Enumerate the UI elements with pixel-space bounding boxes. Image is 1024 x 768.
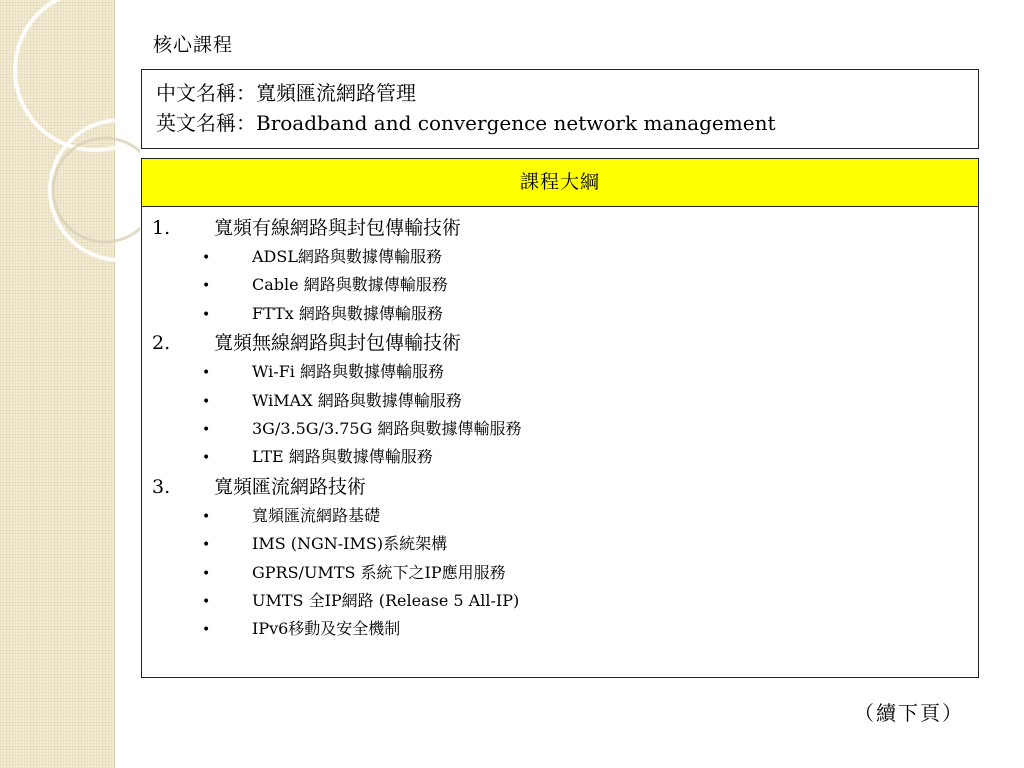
outline-bullet: • WiMAX 網路與數據傳輸服務 (152, 387, 978, 415)
bullet-dot-icon: • (202, 306, 211, 323)
course-name-box (141, 69, 979, 149)
outline-bullet: • LTE 網路與數據傳輸服務 (152, 443, 978, 471)
bullet-dot-icon: • (202, 421, 211, 438)
section-number: 3. (152, 475, 171, 498)
outline-section (152, 213, 978, 243)
section-title: 寬頻匯流網路技術 (214, 475, 367, 498)
bullet-dot-icon: • (202, 393, 211, 410)
english-course-name: 英文名稱：Broadband and convergence network management (156, 111, 776, 135)
bullet-dot-icon: • (202, 565, 211, 582)
section-number: 1. (152, 217, 171, 239)
bullet-dot-icon: • (202, 278, 211, 295)
outline-bullet: • FTTx 網路與數據傳輸服務 (152, 300, 978, 328)
page-title: 核心課程 (153, 34, 234, 56)
bullet-dot-icon: • (202, 622, 211, 639)
outline-bullet: • 3G/3.5G/3.75G 網路與數據傳輸服務 (152, 415, 978, 443)
outline-bullet: • UMTS 全IP網路 (Release 5 All-IP) (152, 587, 978, 615)
outline-bullet: • IMS (NGN-IMS)系統架構 (152, 530, 978, 558)
outline-bullet: • Cable 網路與數據傳輸服務 (152, 271, 978, 299)
outline-bullet: • 寬頻匯流網路基礎 (152, 502, 978, 530)
section-title: 寬頻無線網路與封包傳輸技術 (214, 332, 462, 355)
outline-section (152, 472, 978, 502)
bullet-dot-icon: • (202, 508, 211, 525)
section-title: 寬頻有線網路與封包傳輸技術 (214, 217, 462, 239)
decorative-side-band (0, 0, 115, 768)
bullet-dot-icon: • (202, 593, 211, 610)
outline-bullet: • Wi-Fi 網路與數據傳輸服務 (152, 358, 978, 386)
outline-body (142, 207, 978, 644)
continued-next-page-label: （續下頁） (854, 701, 964, 725)
section-number: 2. (152, 332, 171, 355)
course-outline-table (141, 158, 979, 678)
outline-header: 課程大綱 (142, 159, 978, 207)
bullet-dot-icon: • (202, 365, 211, 382)
chinese-course-name: 中文名稱：寬頻匯流網路管理 (156, 81, 416, 105)
outline-section (152, 328, 978, 358)
outline-bullet: • GPRS/UMTS 系統下之IP應用服務 (152, 559, 978, 587)
bullet-dot-icon: • (202, 250, 211, 266)
bullet-dot-icon: • (202, 450, 211, 467)
bullet-dot-icon: • (202, 537, 211, 554)
outline-bullet: • IPv6移動及安全機制 (152, 615, 978, 643)
outline-bullet: • ADSL網路與數據傳輸服務 (152, 243, 978, 271)
